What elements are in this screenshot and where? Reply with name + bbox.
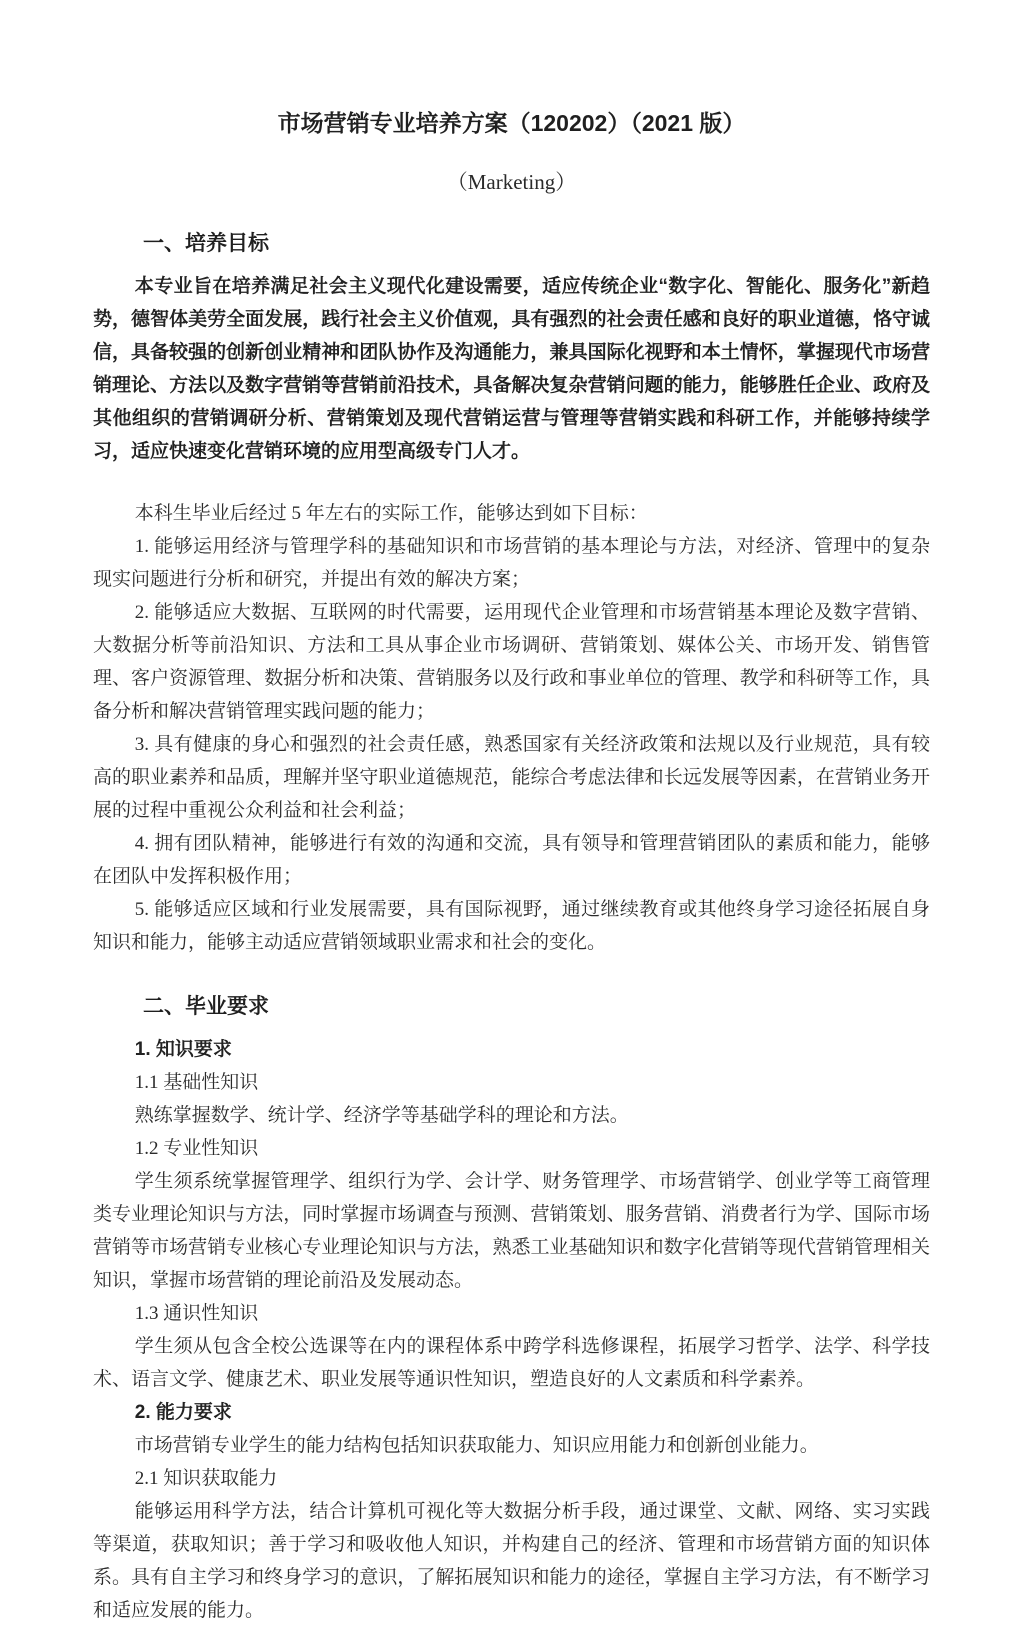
goal-item-4: 4. 拥有团队精神，能够进行有效的沟通和交流，具有领导和管理营销团队的素质和能力，能够在团队中发挥积极作用；	[93, 833, 930, 887]
knowledge-item-label-basic: 1.1 基础性知识	[134, 1072, 259, 1093]
knowledge-item-label-professional: 1.2 专业性知识	[134, 1138, 259, 1159]
paragraph-program-overview: 本专业旨在培养满足社会主义现代化建设需要，适应传统企业“数字化、智能化、服务化”新趋势，德智体美劳全面发展，践行社会主义价值观，具有强烈的社会责任感和良好的职业道德，恪守诚信，具备较强的创新创业精神和团队协作及沟通能力，兼具国际化视野和本土情怀，掌握现代市场营销理论、方法以及数字营销等营销前沿技术，具备解决复杂营销问题的能力，能够胜任企业、政府及其他组织的营销调研分析、营销策划及现代营销运营与管理等营销实践和科研工作，并能够持续学习，适应快速变化营销环境的应用型高级专门人才。	[93, 276, 930, 462]
section-heading-graduation-requirements: 二、毕业要求	[143, 995, 269, 1018]
subsection-heading-knowledge-requirements: 1. 知识要求	[134, 1039, 232, 1060]
knowledge-item-text-basic: 熟练掌握数学、统计学、经济学等基础学科的理论和方法。	[134, 1105, 629, 1126]
knowledge-item-text-general: 学生须从包含全校公选课等在内的课程体系中跨学科选修课程，拓展学习哲学、法学、科学技术、语言文学、健康艺术、职业发展等通识性知识，塑造良好的人文素质和科学素养。	[93, 1336, 930, 1390]
ability-intro: 市场营销专业学生的能力结构包括知识获取能力、知识应用能力和创新创业能力。	[134, 1435, 819, 1456]
section-heading-training-objectives: 一、培养目标	[143, 232, 269, 255]
ability-item-text-knowledge-acquisition: 能够运用科学方法，结合计算机可视化等大数据分析手段，通过课堂、文献、网络、实习实践等渠道，获取知识；善于学习和吸收他人知识，并构建自己的经济、管理和市场营销方面的知识体系。具有自主学习和终身学习的意识，了解拓展知识和能力的途径，掌握自主学习方法，有不断学习和适应发展的能力。	[93, 1501, 930, 1621]
document-title: 市场营销专业培养方案（120202）（2021 版）	[277, 110, 746, 136]
paragraph-goal-intro: 本科生毕业后经过 5 年左右的实际工作，能够达到如下目标：	[134, 503, 648, 524]
document-subtitle: （Marketing）	[446, 170, 577, 194]
goal-item-1: 1. 能够运用经济与管理学科的基础知识和市场营销的基本理论与方法，对经济、管理中的复杂现实问题进行分析和研究，并提出有效的解决方案；	[93, 536, 930, 590]
knowledge-item-text-professional: 学生须系统掌握管理学、组织行为学、会计学、财务管理学、市场营销学、创业学等工商管理类专业理论知识与方法，同时掌握市场调查与预测、营销策划、服务营销、消费者行为学、国际市场营销等市场营销专业核心专业理论知识与方法，熟悉工业基础知识和数字化营销等现代营销管理相关知识，掌握市场营销的理论前沿及发展动态。	[93, 1171, 930, 1291]
knowledge-item-label-general: 1.3 通识性知识	[134, 1303, 259, 1324]
subsection-heading-ability-requirements: 2. 能力要求	[134, 1402, 232, 1423]
goal-item-5: 5. 能够适应区域和行业发展需要，具有国际视野，通过继续教育或其他终身学习途径拓展自身知识和能力，能够主动适应营销领域职业需求和社会的变化。	[93, 899, 930, 953]
goal-item-3: 3. 具有健康的身心和强烈的社会责任感，熟悉国家有关经济政策和法规以及行业规范，具有较高的职业素养和品质，理解并坚守职业道德规范，能综合考虑法律和长远发展等因素，在营销业务开展的过程中重视公众利益和社会利益；	[93, 734, 930, 821]
goal-item-2: 2. 能够适应大数据、互联网的时代需要，运用现代企业管理和市场营销基本理论及数字营销、大数据分析等前沿知识、方法和工具从事企业市场调研、营销策划、媒体公关、市场开发、销售管理、客户资源管理、数据分析和决策、营销服务以及行政和事业单位的管理、教学和科研等工作，具备分析和解决营销管理实践问题的能力；	[93, 602, 930, 722]
ability-item-label-knowledge-acquisition: 2.1 知识获取能力	[134, 1468, 278, 1489]
